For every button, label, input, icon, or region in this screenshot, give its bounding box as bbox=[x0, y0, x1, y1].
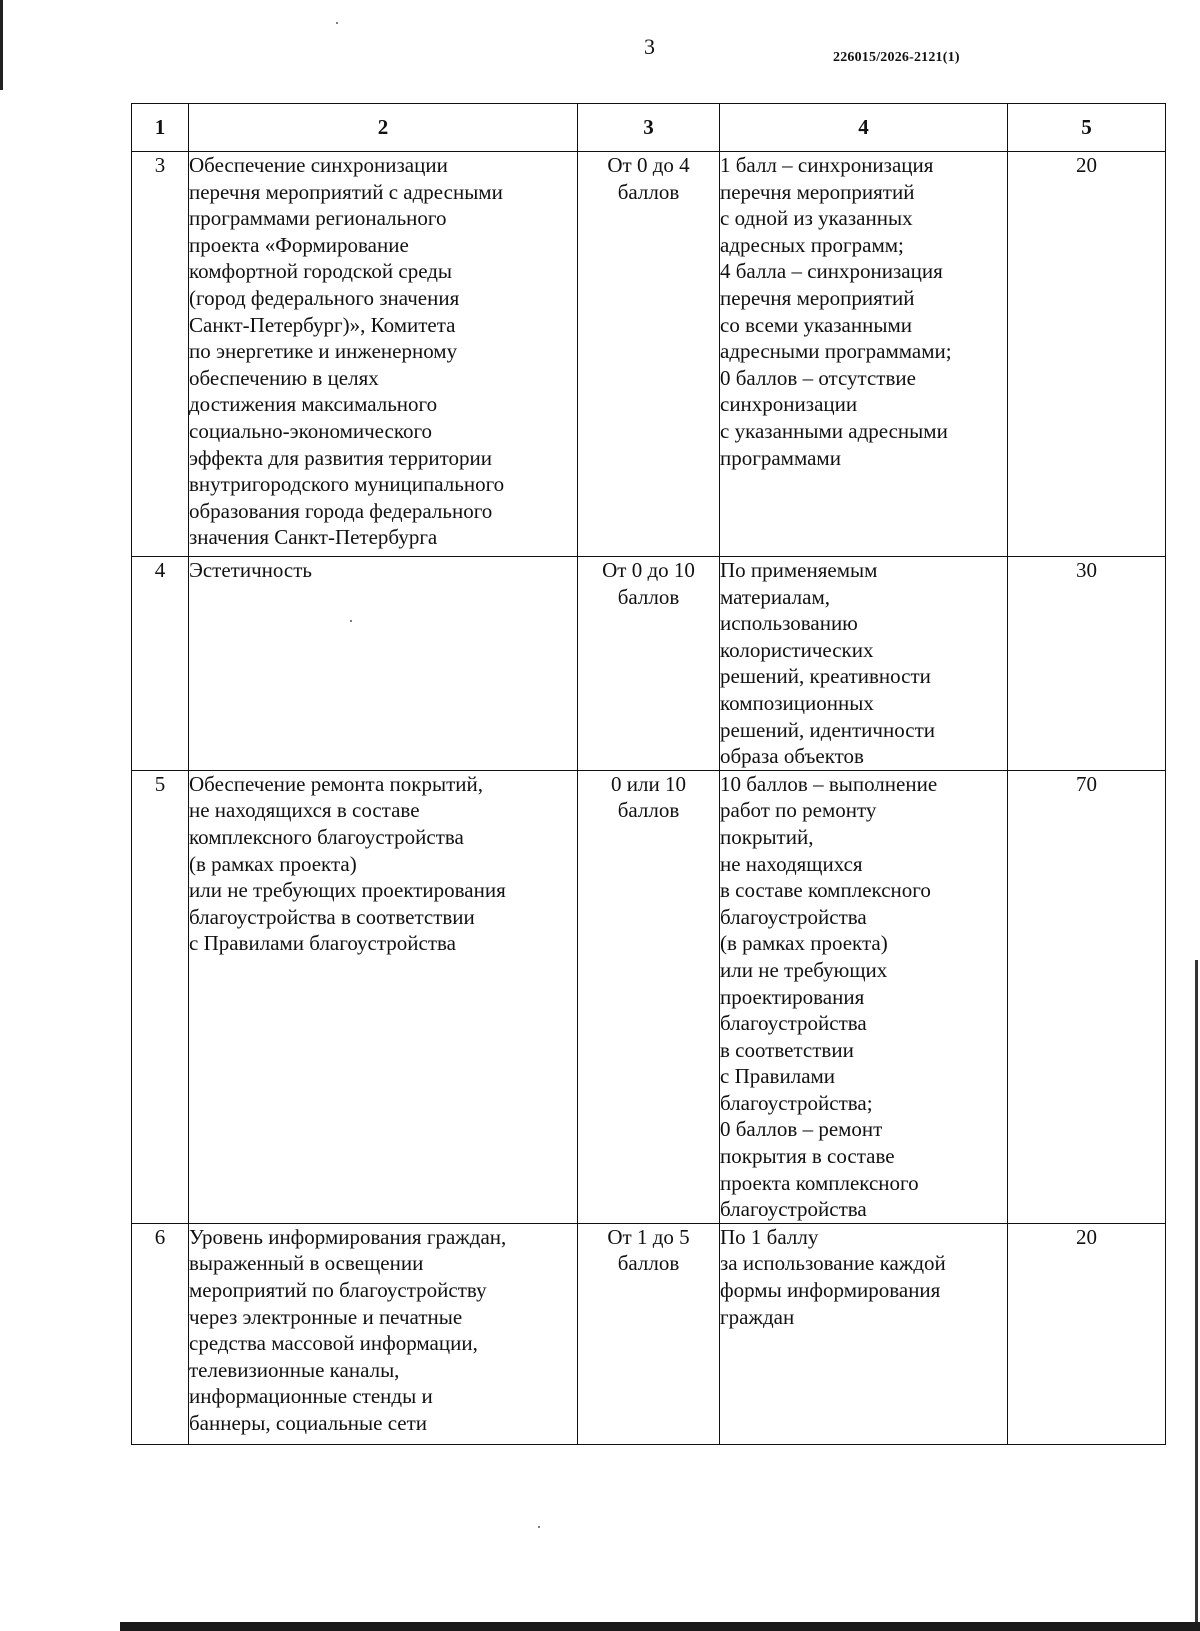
scoring-method-line: колористических bbox=[720, 637, 874, 662]
criterion-line: выраженный в освещении bbox=[189, 1251, 424, 1276]
scan-edge-right bbox=[1195, 960, 1198, 1631]
scoring-method-line: проектирования bbox=[720, 984, 865, 1009]
scan-edge-left bbox=[0, 0, 3, 90]
criterion-line: достижения максимального bbox=[189, 392, 438, 417]
scan-speck bbox=[350, 620, 352, 622]
scoring-method-line: работ по ремонту bbox=[720, 798, 877, 823]
scoring-method-line: за использование каждой bbox=[720, 1251, 946, 1276]
scoring-method-cell bbox=[720, 1223, 1008, 1444]
column-header: 3 bbox=[578, 104, 720, 152]
criterion-line: комплексного благоустройства bbox=[189, 824, 464, 849]
table-row bbox=[132, 557, 1166, 771]
scoring-method-line: программами bbox=[720, 445, 841, 470]
criterion-line: проекта «Формирование bbox=[189, 232, 409, 257]
score-range-cell bbox=[578, 770, 720, 1223]
scoring-method-line: не находящихся bbox=[720, 851, 863, 876]
row-number-cell: 4 bbox=[132, 557, 189, 771]
score-range-line: баллов bbox=[617, 798, 680, 823]
scoring-method-line: По 1 баллу bbox=[720, 1224, 819, 1249]
criterion-line: программами регионального bbox=[189, 206, 447, 231]
row-number-cell: 3 bbox=[132, 152, 189, 557]
scoring-method-line: покрытия в составе bbox=[720, 1144, 895, 1169]
criterion-line: Эстетичность bbox=[189, 558, 312, 582]
column-header: 5 bbox=[1008, 104, 1166, 152]
scoring-method-cell bbox=[720, 770, 1008, 1223]
score-range-cell bbox=[578, 557, 720, 771]
score-range-line: баллов bbox=[617, 179, 680, 204]
score-range-cell bbox=[578, 1223, 720, 1444]
table-row bbox=[132, 770, 1166, 1223]
criterion-line: Обеспечение синхронизации bbox=[189, 153, 448, 177]
score-range-line: 0 или 10 bbox=[611, 771, 686, 796]
column-header: 4 bbox=[720, 104, 1008, 152]
criterion-line: эффекта для развития территории bbox=[189, 445, 493, 470]
criterion-line: по энергетике и инженерному bbox=[189, 339, 458, 364]
scoring-method-line: адресных программ; bbox=[720, 232, 904, 257]
document-code: 226015/2026-2121(1) bbox=[833, 50, 960, 65]
column-header: 1 bbox=[132, 104, 189, 152]
criterion-line: Санкт-Петербург)», Комитета bbox=[189, 312, 456, 337]
criterion-line: перечня мероприятий с адресными bbox=[189, 179, 503, 204]
scoring-method-line: 0 баллов – отсутствие bbox=[720, 365, 916, 390]
scoring-method-line: По применяемым bbox=[720, 558, 878, 582]
score-range-line: От 0 до 4 bbox=[607, 153, 690, 177]
criterion-line: телевизионные каналы, bbox=[189, 1357, 400, 1382]
scoring-method-line: с одной из указанных bbox=[720, 206, 913, 231]
scoring-method-line: решений, креативности bbox=[720, 664, 931, 689]
criterion-cell bbox=[189, 770, 578, 1223]
scoring-method-line: использованию bbox=[720, 611, 858, 636]
scoring-method-line: или не требующих bbox=[720, 957, 888, 982]
criterion-line: обеспечению в целях bbox=[189, 365, 379, 390]
column-header: 2 bbox=[189, 104, 578, 152]
scoring-method-line: материалам, bbox=[720, 584, 831, 609]
scoring-method-line: благоустройства bbox=[720, 1197, 867, 1222]
scoring-method-line: в соответствии bbox=[720, 1037, 854, 1062]
criterion-line: через электронные и печатные bbox=[189, 1304, 463, 1329]
criterion-line: внутригородского муниципального bbox=[189, 472, 505, 497]
criterion-line: баннеры, социальные сети bbox=[189, 1411, 428, 1435]
scoring-method-line: синхронизации bbox=[720, 392, 858, 417]
criterion-line: (в рамках проекта) bbox=[189, 851, 357, 876]
weight-cell: 70 bbox=[1008, 770, 1166, 1223]
table-row bbox=[132, 1223, 1166, 1444]
scoring-method-line: (в рамках проекта) bbox=[720, 931, 888, 956]
scoring-method-line: 10 баллов – выполнение bbox=[720, 771, 938, 796]
scoring-method-line: 0 баллов – ремонт bbox=[720, 1117, 883, 1142]
criterion-line: социально-экономического bbox=[189, 418, 433, 443]
scoring-method-line: образа объектов bbox=[720, 744, 864, 769]
criterion-line: информационные стенды и bbox=[189, 1384, 433, 1409]
scoring-method-line: граждан bbox=[720, 1304, 795, 1329]
scoring-method-line: с Правилами bbox=[720, 1064, 836, 1089]
scan-speck bbox=[336, 22, 338, 24]
criterion-line: значения Санкт-Петербурга bbox=[189, 525, 438, 550]
scoring-method-line: 1 балл – синхронизация bbox=[720, 153, 934, 177]
row-number-cell: 5 bbox=[132, 770, 189, 1223]
score-range-line: От 1 до 5 bbox=[607, 1224, 690, 1249]
scoring-method-line: формы информирования bbox=[720, 1278, 941, 1303]
scoring-method-line: решений, идентичности bbox=[720, 717, 935, 742]
criterion-line: мероприятий по благоустройству bbox=[189, 1278, 487, 1303]
score-range-line: баллов bbox=[617, 1251, 680, 1276]
scoring-method-line: со всеми указанными bbox=[720, 312, 912, 337]
criterion-line: благоустройства в соответствии bbox=[189, 904, 475, 929]
weight-cell: 20 bbox=[1008, 1223, 1166, 1444]
criterion-line: образования города федерального bbox=[189, 498, 493, 523]
scan-edge-bottom bbox=[120, 1622, 1200, 1631]
criterion-line: не находящихся в составе bbox=[189, 798, 420, 823]
scoring-method-line: перечня мероприятий bbox=[720, 179, 915, 204]
scoring-method-line: 4 балла – синхронизация bbox=[720, 259, 943, 284]
criterion-line: Обеспечение ремонта покрытий, bbox=[189, 771, 484, 796]
scoring-method-line: покрытий, bbox=[720, 824, 814, 849]
scoring-method-line: перечня мероприятий bbox=[720, 285, 915, 310]
page-number: 3 bbox=[644, 34, 655, 59]
criterion-line: Уровень информирования граждан, bbox=[189, 1224, 507, 1249]
table-row bbox=[132, 152, 1166, 557]
scoring-method-cell bbox=[720, 152, 1008, 557]
scoring-method-line: благоустройства bbox=[720, 1011, 867, 1036]
scoring-method-line: с указанными адресными bbox=[720, 418, 948, 443]
scoring-method-line: композиционных bbox=[720, 690, 874, 715]
scoring-method-cell bbox=[720, 557, 1008, 771]
row-number-cell: 6 bbox=[132, 1223, 189, 1444]
header-row bbox=[132, 104, 1166, 152]
criterion-line: или не требующих проектирования bbox=[189, 878, 506, 903]
scoring-method-line: благоустройства bbox=[720, 904, 867, 929]
weight-cell: 30 bbox=[1008, 557, 1166, 771]
scan-speck bbox=[538, 1526, 540, 1528]
scoring-method-line: адресными программами; bbox=[720, 339, 952, 364]
criterion-line: (город федерального значения bbox=[189, 285, 460, 310]
criterion-line: комфортной городской среды bbox=[189, 259, 453, 284]
criterion-cell bbox=[189, 1223, 578, 1444]
score-range-line: От 0 до 10 bbox=[602, 558, 695, 582]
scoring-method-line: благоустройства; bbox=[720, 1090, 873, 1115]
score-range-cell bbox=[578, 152, 720, 557]
weight-cell: 20 bbox=[1008, 152, 1166, 557]
scoring-method-line: проекта комплексного bbox=[720, 1170, 919, 1195]
criterion-cell bbox=[189, 152, 578, 557]
criterion-cell bbox=[189, 557, 578, 771]
score-range-line: баллов bbox=[617, 584, 680, 609]
scoring-method-line: в составе комплексного bbox=[720, 878, 931, 903]
criterion-line: с Правилами благоустройства bbox=[189, 931, 456, 956]
criteria-table bbox=[131, 103, 1166, 1445]
criterion-line: средства массовой информации, bbox=[189, 1331, 478, 1356]
